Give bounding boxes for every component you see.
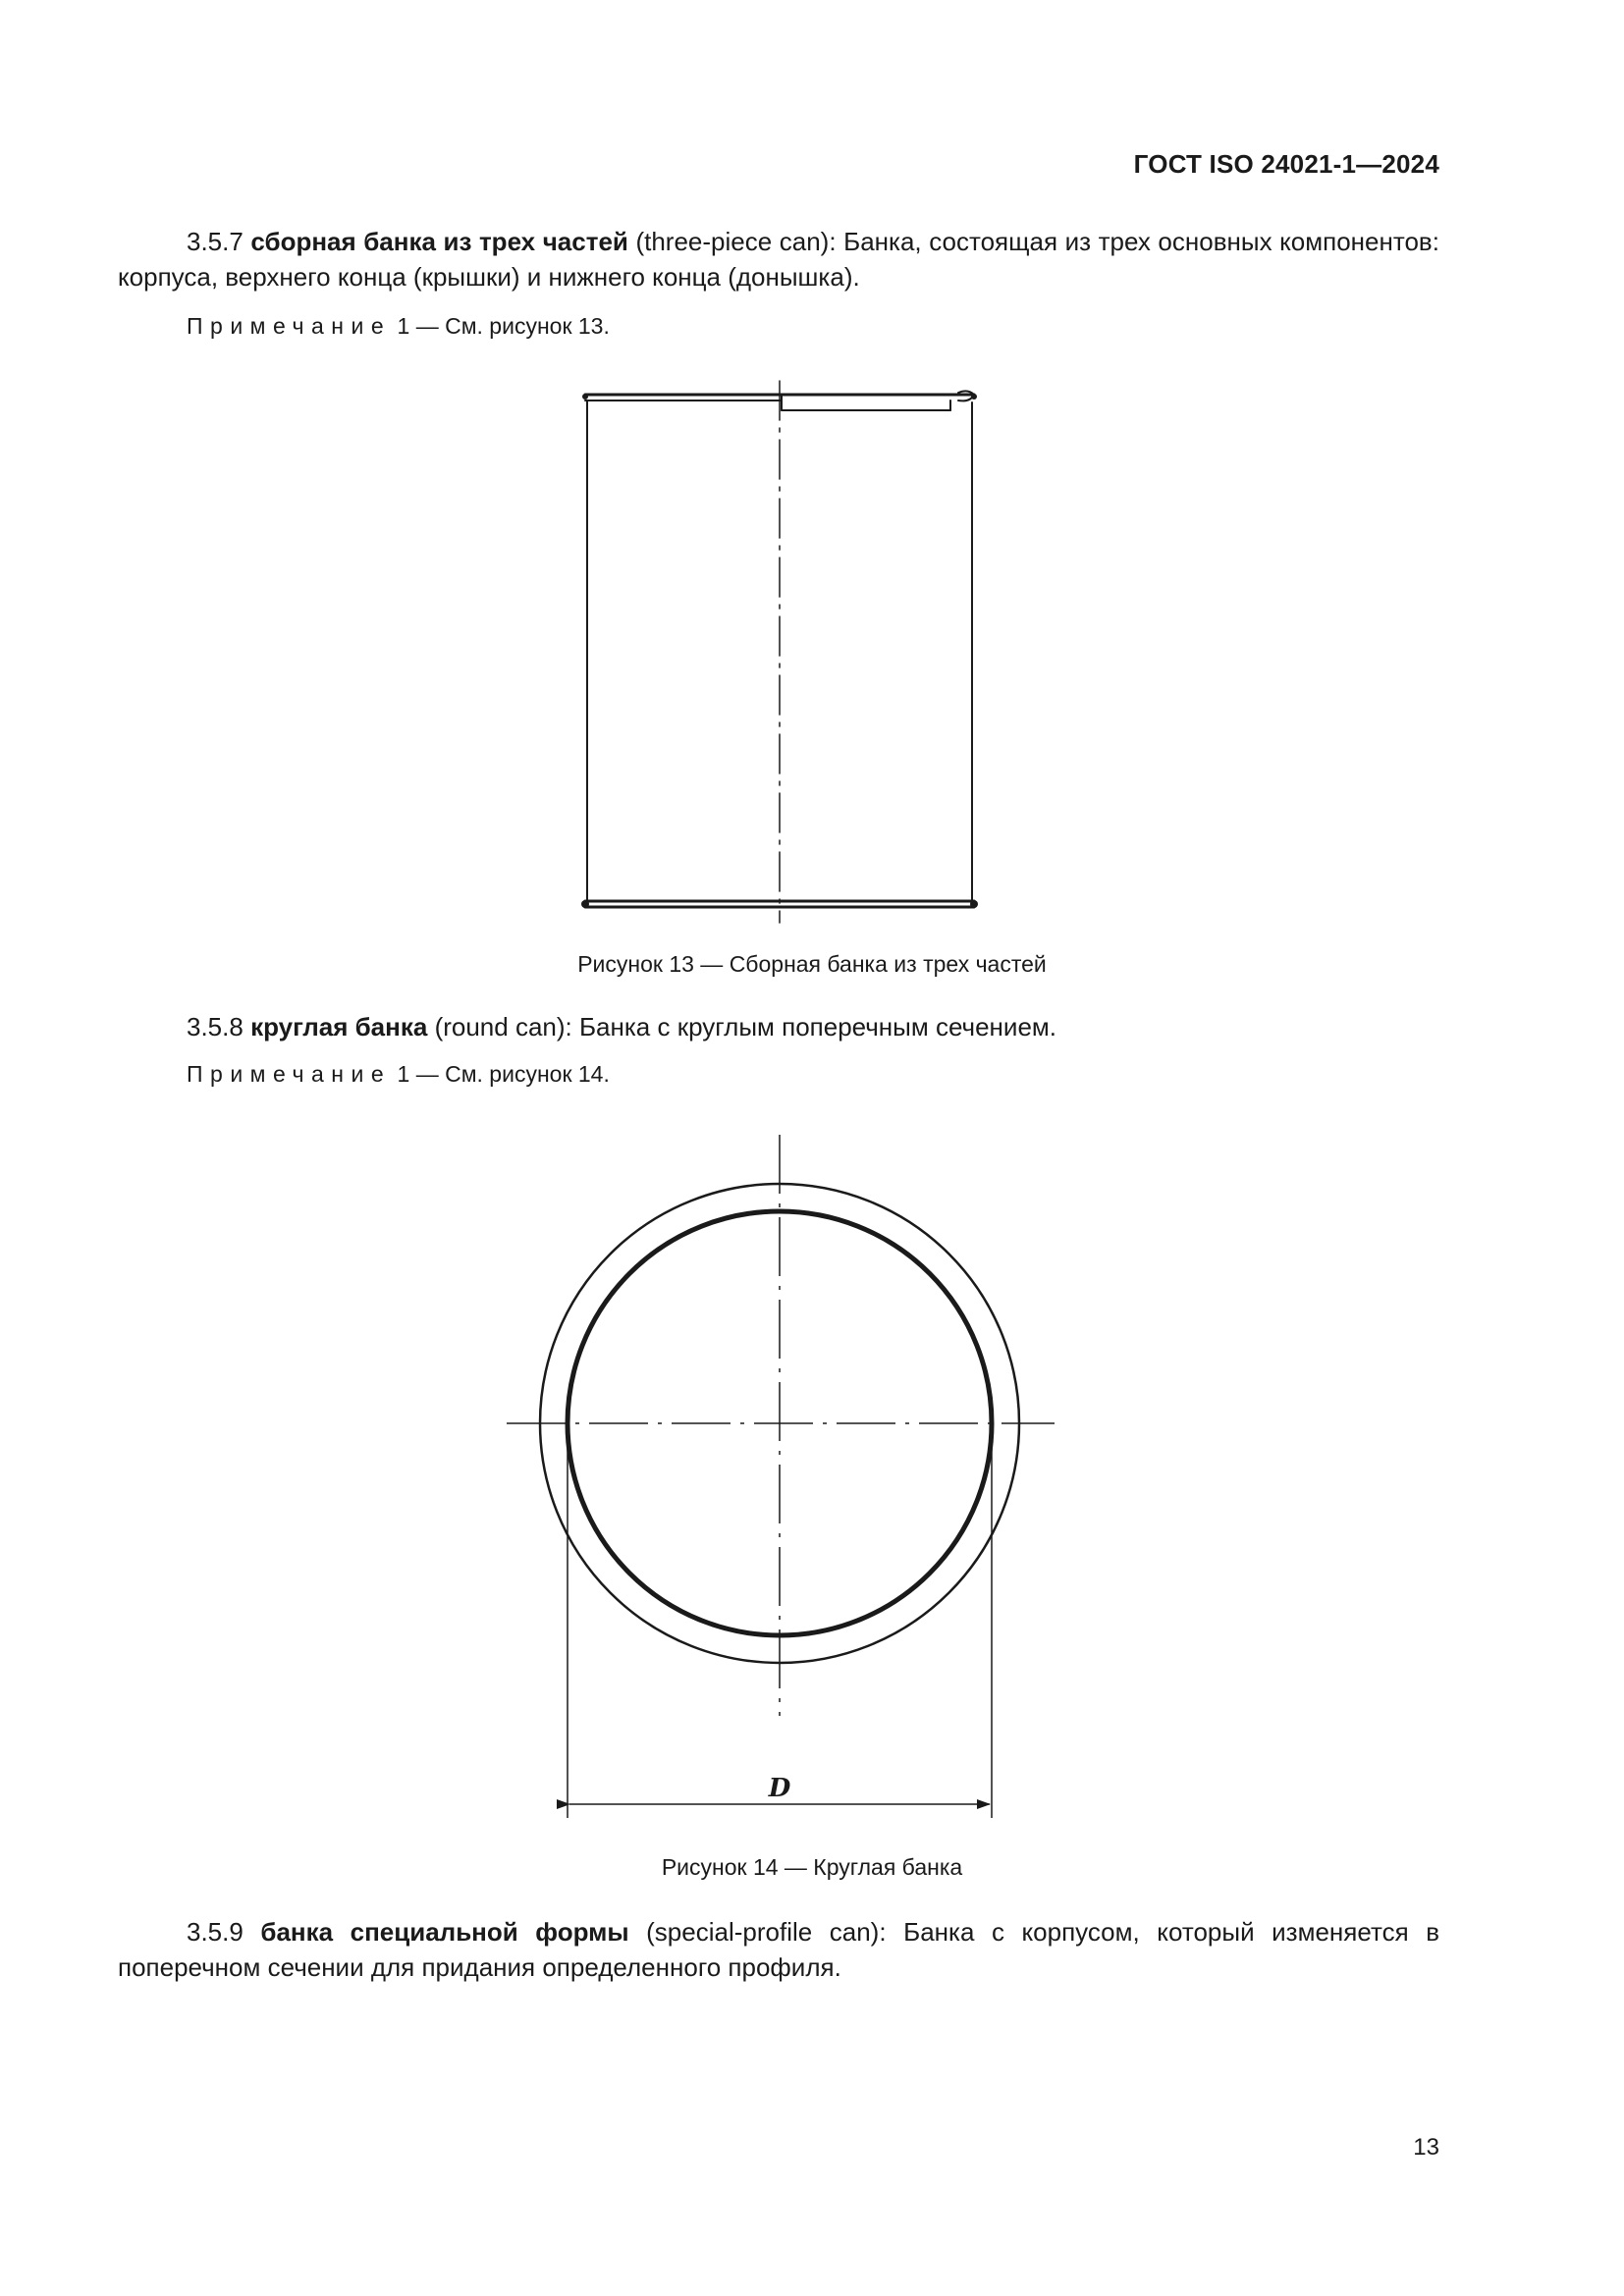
definition: Банка, состоящая из трех основных компонентов: корпуса, верхнего конца (крышки) и нижнего конца (донышка). [118, 227, 1439, 292]
section-number: 3.5.8 [187, 1012, 244, 1041]
section-3-5-9 [118, 1914, 1439, 1985]
figure-14-round-can [0, 1119, 1624, 1826]
term-english: (special-profile can): [646, 1917, 887, 1947]
definition: Банка с круглым поперечным сечением. [578, 1012, 1056, 1041]
note-label: Примечание [187, 313, 392, 339]
note-label: Примечание [187, 1061, 392, 1087]
term: круглая банка [250, 1012, 428, 1041]
note-text: 1 — См. рисунок 14. [397, 1061, 610, 1087]
definition: Банка с корпусом, который изменяется в поперечном сечении для придания определенного профиля. [118, 1917, 1440, 1982]
page-number: 13 [1413, 2134, 1439, 2161]
document-header: ГОСТ ISO 24021-1—2024 [1133, 149, 1439, 179]
section-number: 3.5.7 [187, 227, 244, 256]
figure-13-caption: Рисунок 13 — Сборная банка из трех частей [577, 951, 1047, 977]
dimension-label-d: D [768, 1774, 791, 1803]
section-number: 3.5.9 [187, 1917, 244, 1947]
note-text: 1 — См. рисунок 13. [397, 313, 610, 339]
note-figure-13 [187, 310, 610, 342]
note-figure-14 [187, 1058, 610, 1090]
term-english: (three-piece can): [635, 227, 837, 256]
figure-14-caption: Рисунок 14 — Круглая банка [661, 1854, 963, 1880]
figure-13-three-piece-can [0, 373, 1624, 923]
term: сборная банка из трех частей [250, 227, 628, 256]
term: банка специальной формы [260, 1917, 629, 1947]
section-3-5-7 [118, 224, 1439, 294]
section-3-5-8 [118, 1009, 1439, 1044]
term-english: (round can): [434, 1012, 572, 1041]
